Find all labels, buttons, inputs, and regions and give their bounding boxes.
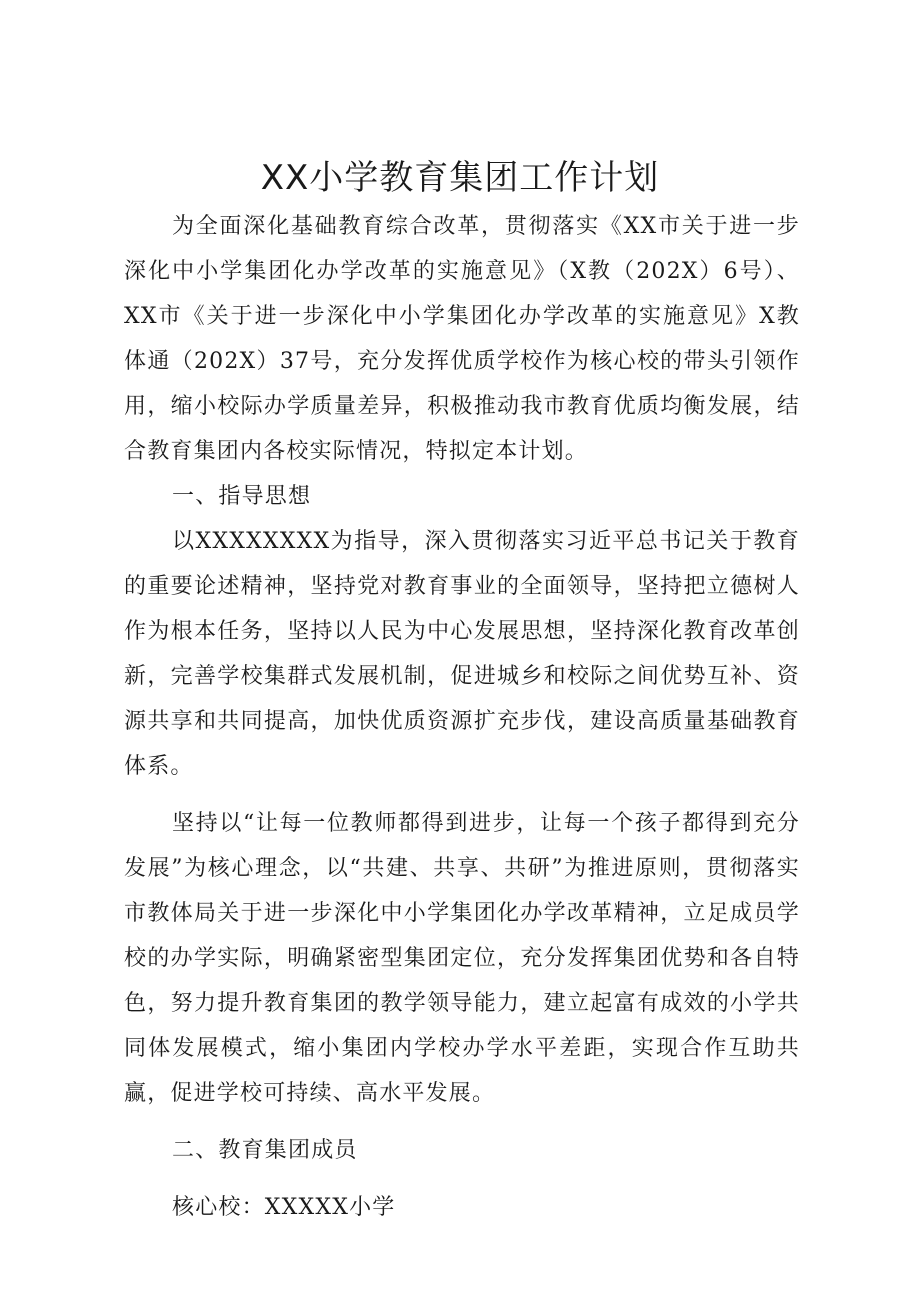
- document-title: XX小学教育集团工作计划: [260, 158, 660, 198]
- section-heading-guiding-thought: 一、指导思想: [172, 484, 312, 509]
- paragraph-spacer: [124, 789, 800, 801]
- document-body: [124, 204, 800, 1230]
- core-principle-paragraph: 坚持以“让每一位教师都得到进步，让每一个孩子都得到充分发展”为核心理念，以“共建、共享、共研”为推进原则，贯彻落实市教体局关于进一步深化中小学集团化办学改革精神，立足成员学校的办学实际，明确紧密型集团定位，充分发挥集团优势和各自特色，努力提升教育集团的教学领导能力，建立起富有成效的小学共同体发展模式，缩小集团内学校办学水平差距，实现合作互助共赢，促进学校可持续、高水平发展。: [124, 811, 800, 1106]
- paragraph-spacer: [124, 1173, 800, 1185]
- paragraph-spacer: [124, 1116, 800, 1128]
- intro-paragraph: 为全面深化基础教育综合改革，贯彻落实《XX市关于进一步深化中小学集团化办学改革的实施意见》（X教（202X）6号）、XX市《关于进一步深化中小学集团化办学改革的实施意见》X教体通（202X）37号，充分发挥优质学校作为核心校的带头引领作用，缩小校际办学质量差异，积极推动我市教育优质均衡发展，结合教育集团内各校实际情况，特拟定本计划。: [124, 214, 800, 464]
- guiding-thought-paragraph: 以XXXXXXXX为指导，深入贯彻落实习近平总书记关于教育的重要论述精神，坚持党对教育事业的全面领导，坚持把立德树人作为根本任务，坚持以人民为中心发展思想，坚持深化教育改革创新，完善学校集群式发展机制，促进城乡和校际之间优势互补、资源共享和共同提高，加快优质资源扩充步伐，建设高质量基础教育体系。: [124, 529, 800, 779]
- core-school-line: 核心校：XXXXX小学: [172, 1195, 396, 1220]
- section-heading-group-members: 二、教育集团成员: [172, 1138, 358, 1163]
